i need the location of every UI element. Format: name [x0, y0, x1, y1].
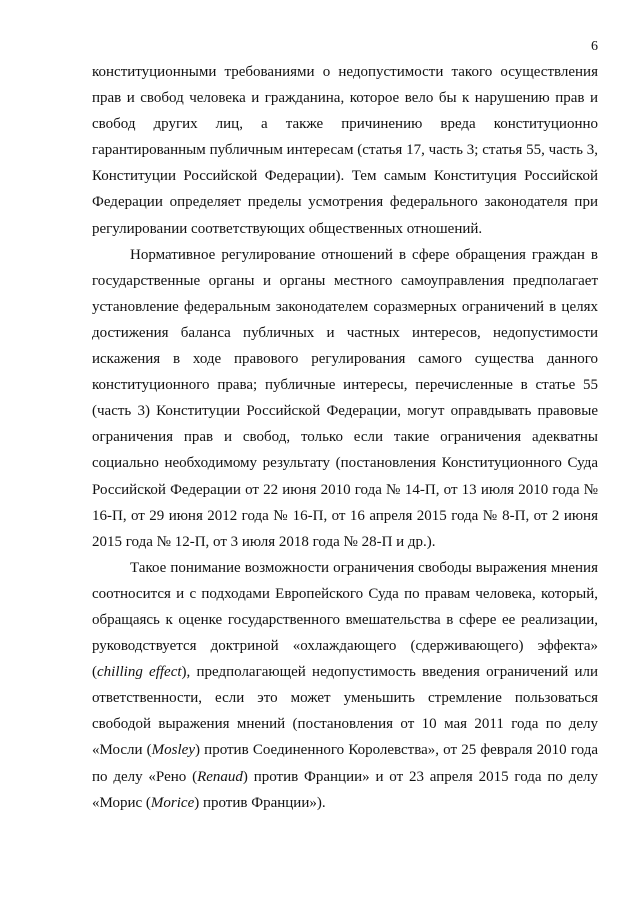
italic-term-renaud: Renaud — [197, 768, 243, 785]
page-number: 6 — [591, 39, 598, 54]
paragraph-continuation: конституционными требованиями о недопустимости такого осуществления прав и свобод человека и гражданина, которое вело бы к нарушению прав и свобод других лиц, а также причинению вреда конституционно гарантированным публичным интересам (статья 17, часть 3; статья 55, часть 3, Конституции Российской Федерации). Тем самым Конституция Российской Федерации определяет пределы усмотрения федерального законодателя при регулировании соответствующих общественных отношений. — [92, 64, 598, 237]
paragraph-segment: ) против Франции»). — [194, 794, 326, 811]
paragraph-segment: ) против Соединенного Королевства», от 25 февраля 2010 года по делу «Рено ( — [92, 742, 598, 785]
paragraph-segment: Такое понимание возможности ограничения свободы выражения мнения соотносится и с подходами Европейского Суда по правам человека, который, обращаясь к оценке государственного вмешательства в сфере ее реализации, руководствуется доктриной «охлаждающего (сдерживающего) эффекта» ( — [92, 559, 598, 681]
paragraph-segment: ), предполагающей недопустимость введения ограничений или ответственности, если это может уменьшить стремление пользоваться свободой выражения мнений (постановления от 10 мая 2011 года по делу «Мосли ( — [92, 664, 598, 759]
paragraph-segment: ) против Франции» и от 23 апреля 2015 года по делу «Морис ( — [92, 768, 598, 811]
paragraph-echr-approach — [92, 555, 598, 816]
italic-term-morice: Morice — [150, 794, 195, 811]
italic-term-chilling-effect: chilling effect — [97, 664, 182, 681]
italic-term-mosley: Mosley — [151, 742, 195, 759]
document-body — [92, 59, 598, 816]
paragraph-normative-regulation: Нормативное регулирование отношений в сфере обращения граждан в государственные органы и органы местного самоуправления предполагает установление федеральным законодателем соразмерных ограничений в целях достижения баланса публичных и частных интересов, недопустимости искажения в ходе правового регулирования самого существа данного конституционного права; публичные интересы, перечисленные в статье 55 (часть 3) Конституции Российской Федерации, могут оправдывать правовые ограничения прав и свобод, только если такие ограничения адекватны социально необходимому результату (постановления Конституционного Суда Российской Федерации от 22 июня 2010 года № 14-П, от 13 июля 2010 года № 16-П, от 29 июня 2012 года № 16-П, от 16 апреля 2015 года № 8-П, от 2 июня 2015 года № 12-П, от 3 июля 2018 года № 28-П и др.). — [92, 246, 598, 550]
